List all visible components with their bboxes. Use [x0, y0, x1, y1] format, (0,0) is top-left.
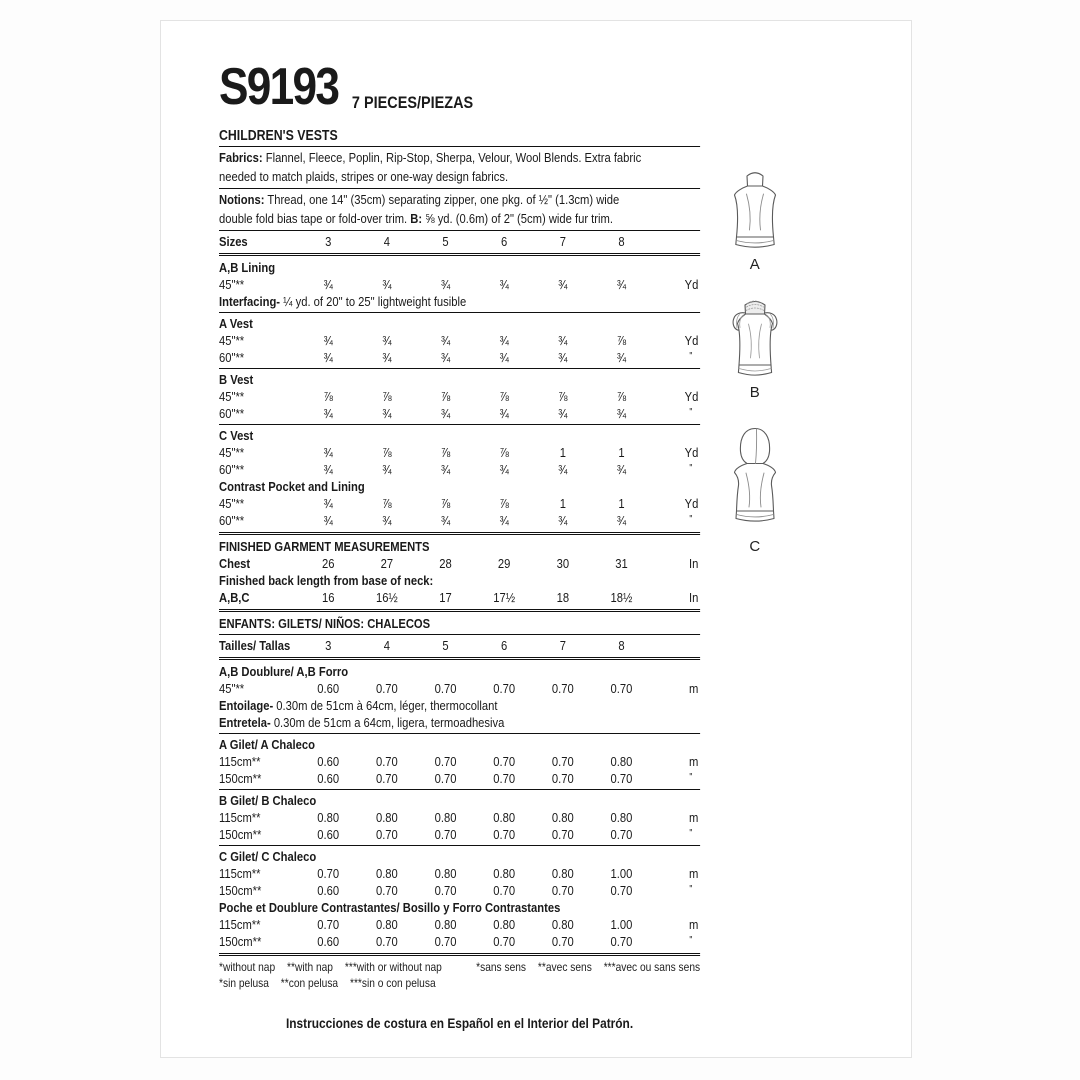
row-label: 150cm** [219, 934, 262, 949]
yardage-cell: 0.80 [434, 917, 457, 932]
pattern-envelope-back [160, 20, 912, 1058]
yardage-cell: ¾ [558, 406, 568, 421]
yardage-cell: ¾ [499, 406, 509, 421]
vest-a-illustration [723, 161, 787, 253]
table-divider [219, 634, 700, 635]
yardage-cell: 0.70 [434, 754, 457, 769]
footnote-english [219, 959, 442, 975]
fabrics-line-2: needed to match plaids, stripes or one-way design fabrics. [219, 168, 509, 184]
yardage-cell: 0.60 [317, 883, 340, 898]
yardage-cell: ¾ [616, 277, 627, 292]
yardage-cell: 0.80 [610, 754, 633, 769]
yardage-cell: ⅞ [558, 389, 568, 404]
view-label-a: A [749, 256, 761, 273]
fabrics-paragraph [219, 149, 700, 186]
footnote-item: **con pelusa [280, 976, 339, 990]
footnote-item: ***avec ou sans sens [603, 960, 701, 974]
unit-cell: m [689, 754, 699, 769]
yardage-cell: ⅞ [440, 445, 451, 460]
table-divider [219, 532, 700, 535]
table-divider [219, 657, 700, 660]
yardage-cell: 16 [321, 590, 335, 605]
table-row [219, 809, 700, 826]
yardage-cell: 0.70 [434, 934, 457, 949]
yardage-cell: 0.70 [610, 827, 633, 842]
row-label: 45"** [219, 277, 245, 292]
yardage-cell: 0.70 [375, 827, 398, 842]
table-row [219, 555, 700, 572]
yardage-cell: 0.60 [317, 827, 340, 842]
yardage-cell: ⅞ [499, 445, 509, 460]
yardage-cell: 0.80 [375, 917, 398, 932]
yardage-cell: 0.80 [493, 917, 516, 932]
row-label: 150cm** [219, 883, 262, 898]
yardage-cell: 8 [618, 638, 625, 653]
yardage-cell: 0.70 [493, 681, 516, 696]
yardage-cell: 0.80 [493, 810, 516, 825]
table-row [219, 589, 700, 606]
row-label: 115cm** [219, 754, 261, 769]
yardage-cell: ¾ [616, 350, 627, 365]
unit-cell: m [689, 917, 699, 932]
garment-view-b [713, 289, 797, 401]
table-row [219, 770, 700, 787]
yardage-cell: ⅞ [440, 389, 451, 404]
yardage-cell: 16½ [375, 590, 398, 605]
table-section-header: A,B Doublure/ A,B Forro [219, 664, 349, 679]
table-row [219, 461, 700, 478]
table-section-header: A,B Lining [219, 260, 276, 275]
yardage-cell: ¾ [558, 277, 568, 292]
unit-cell: In [689, 590, 699, 605]
table-section-header: ENFANTS: GILETS/ NIÑOS: CHALECOS [219, 616, 431, 631]
yardage-cell: 0.70 [375, 883, 398, 898]
table-row [219, 405, 700, 422]
divider [219, 230, 700, 231]
yardage-cell: 18 [556, 590, 570, 605]
unit-cell: Yd [684, 333, 699, 348]
unit-cell: m [689, 810, 699, 825]
table-divider [219, 424, 700, 425]
yardage-cell: ¾ [616, 462, 627, 477]
table-row [219, 512, 700, 529]
row-label: 45"** [219, 681, 245, 696]
yardage-cell: 1 [559, 496, 566, 511]
table-row [219, 276, 700, 293]
yardage-cell: 0.70 [610, 883, 633, 898]
yardage-cell: 0.70 [434, 771, 457, 786]
yardage-cell: 1 [618, 445, 625, 460]
yardage-cell: 0.70 [551, 681, 574, 696]
yardage-cell: 0.70 [375, 771, 398, 786]
row-label: Tailles/ Tallas [219, 638, 291, 653]
yardage-cell: 4 [383, 234, 390, 249]
yardage-cell: 0.80 [551, 866, 574, 881]
table-divider [219, 953, 700, 956]
footnote-spanish [219, 975, 700, 991]
table-row [219, 680, 700, 697]
yardage-cell: 1 [559, 445, 566, 460]
yardage-cell: 0.80 [493, 866, 516, 881]
footnote-item: ***with or without nap [344, 960, 442, 974]
unit-cell: " [689, 463, 693, 474]
table-section-header: A Gilet/ A Chaleco [219, 737, 315, 752]
yardage-table [219, 233, 700, 956]
unit-cell [651, 233, 700, 250]
yardage-cell: ⅞ [499, 496, 509, 511]
yardage-cell: 0.80 [375, 866, 398, 881]
yardage-cell: ¾ [440, 350, 451, 365]
row-label: 150cm** [219, 771, 262, 786]
table-section-header: C Gilet/ C Chaleco [219, 849, 317, 864]
yardage-cell: ¾ [323, 333, 333, 348]
yardage-cell: ¾ [616, 406, 627, 421]
row-label: 115cm** [219, 917, 261, 932]
yardage-cell: ¾ [323, 445, 333, 460]
fabrics-line-1: Fabrics: Flannel, Fleece, Poplin, Rip-Stop, Sherpa, Velour, Wool Blends. Extra fabric [219, 150, 642, 165]
row-label: 60"** [219, 513, 245, 528]
notions-line-1: Notions: Thread, one 14" (35cm) separating zipper, one pkg. of ½" (1.3cm) wide [219, 192, 620, 207]
table-note: Entretela- 0.30m de 51cm a 64cm, ligera, termoadhesiva [219, 715, 505, 730]
yardage-cell: 0.70 [317, 866, 340, 881]
yardage-cell: ⅞ [382, 389, 392, 404]
row-label: Sizes [219, 234, 248, 249]
unit-cell: m [689, 681, 699, 696]
unit-cell: " [689, 351, 693, 362]
yardage-cell: 0.80 [610, 810, 633, 825]
row-label: 115cm** [219, 810, 261, 825]
footnote-item: *sin pelusa [219, 976, 269, 990]
yardage-cell: ¾ [440, 333, 451, 348]
table-divider [219, 845, 700, 846]
notions-line-2: double fold bias tape or fold-over trim. B: ⅝ yd. (0.6m) of 2" (5cm) wide fur trim. [219, 210, 613, 226]
row-label: 60"** [219, 350, 245, 365]
table-row [219, 233, 700, 250]
yardage-cell: ⅞ [616, 389, 627, 404]
unit-cell: " [689, 514, 693, 525]
yardage-cell: 26 [321, 556, 335, 571]
yardage-cell: 3 [325, 234, 332, 249]
yardage-cell: 0.80 [551, 810, 574, 825]
yardage-cell: 0.80 [317, 810, 340, 825]
yardage-cell: ⅞ [440, 496, 451, 511]
table-row [219, 637, 700, 654]
row-label: 45"** [219, 496, 245, 511]
yardage-cell: ¾ [323, 406, 333, 421]
unit-cell: Yd [684, 496, 699, 511]
view-label-b: B [749, 384, 761, 401]
vest-c-illustration [723, 425, 787, 535]
table-row [219, 444, 700, 461]
yardage-cell: ¾ [323, 350, 333, 365]
yardage-cell: ⅞ [382, 496, 392, 511]
yardage-cell: 6 [501, 638, 508, 653]
yardage-cell: ⅞ [323, 389, 333, 404]
yardage-cell: ¾ [499, 513, 509, 528]
yardage-cell: 0.60 [317, 771, 340, 786]
table-divider [219, 609, 700, 612]
yardage-cell: 0.70 [493, 754, 516, 769]
yardage-cell: 0.80 [434, 866, 457, 881]
table-section-header: Poche et Doublure Contrastantes/ Bosillo y Forro Contrastantes [219, 900, 561, 915]
yardage-cell: 4 [383, 638, 390, 653]
yardage-cell: 0.70 [493, 883, 516, 898]
garment-view-a [713, 161, 797, 273]
yardage-cell: ¾ [499, 277, 509, 292]
yardage-cell: 0.80 [434, 810, 457, 825]
yardage-cell: 0.70 [551, 883, 574, 898]
yardage-cell: 0.60 [317, 754, 340, 769]
yardage-cell: 1.00 [610, 917, 633, 932]
table-row [219, 388, 700, 405]
table-section-header: B Vest [219, 372, 254, 387]
yardage-cell: 0.70 [493, 771, 516, 786]
yardage-cell: ¾ [323, 513, 333, 528]
yardage-cell: 30 [556, 556, 570, 571]
table-divider [219, 733, 700, 734]
yardage-cell: ¾ [616, 513, 627, 528]
table-row [219, 933, 700, 950]
table-divider [219, 368, 700, 369]
table-row [219, 753, 700, 770]
yardage-cell: 0.70 [434, 883, 457, 898]
yardage-cell: 7 [559, 638, 566, 653]
yardage-cell: 6 [501, 234, 508, 249]
garment-view-c [713, 425, 797, 555]
yardage-cell: ¾ [499, 333, 509, 348]
yardage-cell: ¾ [323, 496, 333, 511]
yardage-cell: 0.70 [317, 917, 340, 932]
view-label-c: C [749, 538, 761, 555]
table-section-header: FINISHED GARMENT MEASUREMENTS [219, 539, 430, 554]
footnote-item: **avec sens [537, 960, 592, 974]
unit-cell: " [689, 884, 693, 895]
yardage-cell: 0.70 [610, 934, 633, 949]
yardage-cell: 18½ [610, 590, 633, 605]
yardage-cell: ¾ [558, 513, 568, 528]
yardage-cell: 5 [442, 234, 449, 249]
table-divider [219, 312, 700, 313]
footnote-item: *sans sens [476, 960, 527, 974]
yardage-cell: 17½ [493, 590, 516, 605]
yardage-cell: 0.70 [551, 827, 574, 842]
yardage-cell: ¾ [440, 513, 451, 528]
yardage-cell: 0.70 [551, 754, 574, 769]
yardage-cell: 0.80 [375, 810, 398, 825]
yardage-cell: 0.70 [551, 934, 574, 949]
row-label: 60"** [219, 406, 245, 421]
yardage-cell: 28 [439, 556, 452, 571]
yardage-cell: 0.70 [434, 827, 457, 842]
row-label: A,B,C [219, 590, 250, 605]
yardage-cell: 0.70 [434, 681, 457, 696]
unit-cell: m [689, 866, 699, 881]
yardage-cell: 0.70 [375, 681, 398, 696]
unit-cell: " [689, 772, 693, 783]
yardage-cell: ¾ [382, 406, 392, 421]
row-label: 115cm** [219, 866, 261, 881]
yardage-cell: 0.70 [375, 754, 398, 769]
yardage-cell: 29 [497, 556, 511, 571]
table-row [219, 865, 700, 882]
table-divider [219, 253, 700, 256]
unit-cell: Yd [684, 389, 699, 404]
table-section-header: B Gilet/ B Chaleco [219, 793, 317, 808]
table-row [219, 826, 700, 843]
yardage-cell: 0.80 [551, 917, 574, 932]
yardage-cell: ¾ [499, 462, 509, 477]
footnote-item: ***sin o con pelusa [349, 976, 436, 990]
yardage-cell: ¾ [323, 277, 333, 292]
yardage-cell: ⅞ [616, 333, 627, 348]
row-label: Chest [219, 556, 251, 571]
yardage-cell: 17 [439, 590, 452, 605]
unit-cell: Yd [684, 277, 699, 292]
garment-title: CHILDREN'S VESTS [219, 128, 338, 144]
row-label: 150cm** [219, 827, 262, 842]
pattern-number: S9193 [219, 58, 339, 116]
table-divider [219, 789, 700, 790]
unit-cell: In [689, 556, 699, 571]
footnotes [219, 959, 700, 991]
table-section-header: Finished back length from base of neck: [219, 573, 434, 588]
spanish-instructions-note: Instrucciones de costura en Español en el Interior del Patrón. [285, 1015, 634, 1031]
yardage-cell: 0.70 [375, 934, 398, 949]
row-label: 45"** [219, 333, 245, 348]
yardage-cell: 31 [615, 556, 628, 571]
table-section-header: A Vest [219, 316, 253, 331]
table-section-header: C Vest [219, 428, 254, 443]
yardage-cell: ¾ [382, 277, 392, 292]
yardage-cell: 0.70 [610, 771, 633, 786]
footnote-row-1 [219, 959, 700, 975]
row-label: 45"** [219, 389, 245, 404]
unit-cell: " [689, 935, 693, 946]
yardage-cell: 27 [380, 556, 394, 571]
footnote-item: **with nap [287, 960, 333, 974]
yardage-cell: 7 [559, 234, 566, 249]
unit-cell [651, 637, 700, 654]
yardage-cell: ¾ [558, 462, 568, 477]
yardage-cell: ¾ [558, 333, 568, 348]
row-label: 45"** [219, 445, 245, 460]
yardage-cell: ¾ [382, 350, 392, 365]
footnote-item: *without nap [219, 960, 276, 974]
row-label: 60"** [219, 462, 245, 477]
yardage-cell: 8 [618, 234, 625, 249]
yardage-cell: ¾ [382, 333, 392, 348]
yardage-chart [219, 58, 701, 1031]
table-section-header: Contrast Pocket and Lining [219, 479, 365, 494]
yardage-cell: ¾ [382, 513, 392, 528]
yardage-cell: 0.70 [493, 827, 516, 842]
vest-b-illustration [720, 289, 790, 381]
yardage-cell: ¾ [499, 350, 509, 365]
table-note: Interfacing- ¼ yd. of 20" to 25" lightweight fusible [219, 294, 467, 309]
yardage-cell: ¾ [440, 462, 451, 477]
yardage-cell: ¾ [440, 406, 451, 421]
notions-paragraph [219, 191, 700, 228]
title-row [219, 58, 700, 116]
yardage-cell: 0.70 [551, 771, 574, 786]
garment-views [713, 161, 797, 569]
yardage-cell: ¾ [558, 350, 568, 365]
yardage-cell: ⅞ [382, 445, 392, 460]
yardage-cell: 0.60 [317, 681, 340, 696]
yardage-cell: 0.70 [493, 934, 516, 949]
yardage-cell: ¾ [323, 462, 333, 477]
yardage-cell: 3 [325, 638, 332, 653]
yardage-cell: ⅞ [499, 389, 509, 404]
table-row [219, 882, 700, 899]
divider [219, 188, 700, 189]
unit-cell: " [689, 828, 693, 839]
yardage-cell: 5 [442, 638, 449, 653]
yardage-cell: 0.60 [317, 934, 340, 949]
table-row [219, 495, 700, 512]
table-note: Entoilage- 0.30m de 51cm à 64cm, léger, thermocollant [219, 698, 498, 713]
yardage-cell: 0.70 [610, 681, 633, 696]
unit-cell: Yd [684, 445, 699, 460]
table-row [219, 332, 700, 349]
yardage-cell: ¾ [382, 462, 392, 477]
yardage-cell: 1 [618, 496, 625, 511]
table-row [219, 349, 700, 366]
divider [219, 146, 700, 147]
table-row [219, 916, 700, 933]
unit-cell: " [689, 407, 693, 418]
footnote-french [476, 959, 700, 975]
yardage-cell: 1.00 [610, 866, 633, 881]
pieces-count: 7 PIECES/PIEZAS [351, 93, 474, 112]
yardage-cell: ¾ [440, 277, 451, 292]
